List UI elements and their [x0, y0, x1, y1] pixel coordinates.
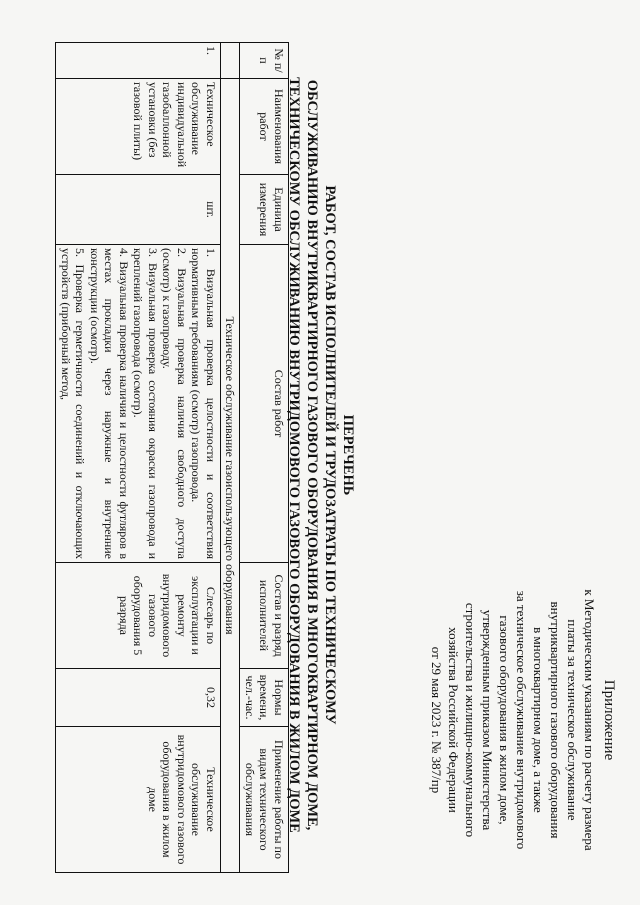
work-item: 1. Визуальная проверка целостности и соответствия нормативным требованиям (осмотр) газопровода.	[189, 248, 218, 559]
appendix-line: утвержденным приказом Министерства	[480, 609, 495, 831]
document-heading	[285, 30, 357, 880]
work-item: 2. Визуальная проверка наличия свободного доступа (осмотр) к газопроводу.	[160, 248, 189, 559]
header-unit: Единица измерения	[240, 175, 289, 245]
row-executors: Слесарь по эксплуатации и ремонту внутридомового газового оборудования 5 разряда	[56, 563, 221, 669]
heading-title: ПЕРЕЧЕНЬ	[340, 414, 356, 496]
header-application: Применение работы по видам технического обслуживания	[240, 727, 289, 873]
row-unit: шт.	[56, 175, 221, 245]
document-page	[25, 30, 625, 880]
appendix-line: от 29 мая 2023 г. № 387/пр	[429, 646, 444, 794]
appendix-line: к Методическим указаниям по расчету размера	[582, 589, 597, 851]
row-num: 1.	[56, 43, 221, 79]
header-name: Наименования работ	[240, 79, 289, 175]
section-title: Техническое обслуживание газоиспользующего оборудования	[221, 79, 241, 873]
header-works: Состав работ	[240, 245, 289, 563]
table-header-row	[240, 43, 289, 873]
row-application: Техническое обслуживание внутридомового газового оборудования в жилом доме	[56, 727, 221, 873]
appendix-line: в многоквартирном доме, а также	[531, 627, 546, 813]
header-num: № п/п	[240, 43, 289, 79]
header-executors: Состав и разряд исполнителей	[240, 563, 289, 669]
work-item: 3. Визуальная проверка состояния окраски газопровода и креплений газопровода (осмотр).	[131, 248, 160, 559]
appendix-line: внутриквартирного газового оборудования	[548, 601, 563, 839]
row-norm: 0,32	[56, 669, 221, 727]
section-num-cell	[221, 43, 241, 79]
header-norm: Нормы времени, чел.-час.	[240, 669, 289, 727]
appendix-line: строительства и жилищно-коммунального	[463, 602, 478, 838]
row-name: Техническое обслуживание индивидуальной газобаллонной установки (без газовой плиты)	[56, 79, 221, 175]
work-item: 5. Проверка герметичности соединений и отключающих устройств (приборный метод,	[59, 248, 88, 559]
appendix-line: платы за техническое обслуживание	[565, 619, 580, 821]
heading-line: ТЕХНИЧЕСКОМУ ОБСЛУЖИВАНИЮ ВНУТРИДОМОВОГО ГАЗОВОГО ОБОРУДОВАНИЯ В ЖИЛОМ ДОМЕ	[286, 77, 302, 833]
works-table	[56, 42, 290, 873]
work-item: 4. Визуальная проверка наличия и целостности футляров в местах прокладки через наружные и внутренние конструкции (осмотр).	[88, 248, 131, 559]
appendix-line: газового оборудования в жилом доме,	[497, 615, 512, 825]
row-works	[56, 245, 221, 563]
heading-line: ОБСЛУЖИВАНИЮ ВНУТРИКВАРТИРНОГО ГАЗОВОГО ОБОРУДОВАНИЯ В МНОГОКВАРТИРНОМ ДОМЕ,	[304, 79, 320, 831]
appendix-line: хозяйства Российской Федерации	[446, 627, 461, 813]
heading-line: РАБОТ, СОСТАВ ИСПОЛНИТЕЛЕЙ И ТРУДОЗАТРАТЫ ПО ТЕХНИЧЕСКОМУ	[322, 185, 338, 725]
appendix-title: Приложение	[601, 679, 617, 761]
section-row	[221, 43, 241, 873]
appendix-line: за техническое обслуживание внутридомового	[514, 590, 529, 850]
appendix-block	[428, 570, 617, 870]
table-row	[56, 43, 221, 873]
